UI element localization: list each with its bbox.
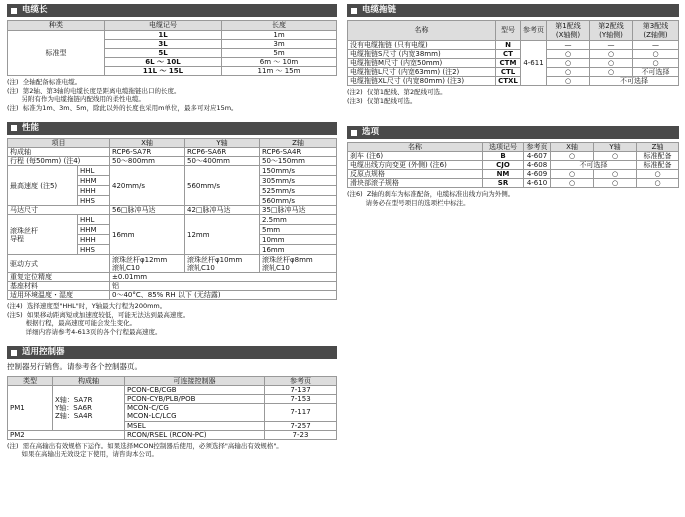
controller-name: MSEL [125,421,265,430]
chain-code: N [496,41,521,50]
col-header: 项目 [8,138,110,147]
row-label: 行程 (每50mm) (注4) [8,157,110,166]
controller-page: 7-257 [265,421,337,430]
option-code: NM [483,170,524,179]
controller-type: PM1 [8,385,53,430]
y-speed: 560mm/s [185,166,260,206]
chain-cell: ○ [633,59,679,68]
cable-chain-title: 电缆拖链 [362,4,397,15]
option-name: 滑块部滚子规格 [348,179,483,188]
controller-name: PCON-CB/CGB [125,385,265,394]
speed-type: HHH [78,235,110,245]
chain-code: CTXL [496,77,521,86]
col-header: X轴 [551,143,594,152]
env-value: 0～40°C、85% RH 以下 (无结露) [110,291,337,300]
cable-length: 3m [222,40,337,49]
chain-cell: ○ [547,68,590,77]
z-lead: 5mm [260,225,337,235]
chain-code: CTM [496,59,521,68]
cable-code: 1L [105,31,222,40]
col-header: 第2配线 (Y轴侧) [590,21,633,41]
option-code: B [483,152,524,161]
option-cell: ○ [594,179,637,188]
col-header: 种类 [8,21,105,31]
chain-code: CTL [496,68,521,77]
option-cell: ○ [551,170,594,179]
cable-code: 11L ～ 15L [105,67,222,76]
controller-header [7,346,337,359]
chain-cell: ○ [590,68,633,77]
option-cell: ○ [594,152,637,161]
option-cell: ○ [637,179,679,188]
base-value: 铝 [110,282,337,291]
option-name: 刹车 (注6) [348,152,483,161]
cable-length-title: 电缆长 [22,4,48,15]
row-label: 重复定位精度 [8,273,110,282]
col-header: Z轴 [260,138,337,147]
chain-name: 电缆拖链S尺寸 (内宽38mm) [348,50,496,59]
col-header: 类型 [8,376,53,385]
option-page: 4-607 [524,152,551,161]
chain-cell: 不可选择 [590,77,679,86]
chain-code: CT [496,50,521,59]
controller-name: PCON-CYB/PLB/POB [125,394,265,403]
col-header: Y轴 [185,138,260,147]
col-header: 参考页 [521,21,547,41]
x-model: RCP6-SA7R [110,148,185,157]
row-label: 构成轴 [8,148,110,157]
controller-page: 7-23 [265,430,337,439]
speed-type: HHS [78,196,110,206]
chain-cell: — [590,41,633,50]
z-drive: 滚珠丝杆φ8mm 滚轧C10 [260,255,337,273]
cable-length: 6m ～ 10m [222,58,337,67]
chain-cell: ○ [547,59,590,68]
controller-page: 7-137 [265,385,337,394]
right-column [347,0,679,207]
col-header: 名称 [348,21,496,41]
cable-length: 11m ～ 15m [222,67,337,76]
section-square-icon [11,350,17,356]
speed-type: HHH [78,186,110,196]
controller-page: 7-153 [265,394,337,403]
chain-cell: — [547,41,590,50]
chain-cell: ○ [590,50,633,59]
controller-type: PM2 [8,430,125,439]
performance-title: 性能 [22,122,40,133]
cable-length: 1m [222,31,337,40]
section-square-icon [11,8,17,14]
option-cell: 标准配备 [637,161,679,170]
cable-chain-table [347,20,679,86]
controller-title: 适用控制器 [22,346,65,357]
y-lead: 12mm [185,215,260,255]
col-header: 第1配线 (X轴侧) [547,21,590,41]
cable-chain-header [347,4,679,17]
z-speed: 525mm/s [260,186,337,196]
col-header: Y轴 [594,143,637,152]
controller-page: 7-117 [265,403,337,421]
performance-header [7,122,337,135]
col-header: 长度 [222,21,337,31]
option-code: CJO [483,161,524,170]
section-square-icon [11,125,17,131]
performance-notes: (注4) 选择速度型"HHL"时，Y轴最大行程为200mm。 (注5) 如果移动距离短或加速度较低，可能无法达到最高速度。 根据行程，最高速度可能会发生变化。 详细内容请参考4-613页的各个行程最高速度。 [7,302,190,336]
controller-notes: (注) 需在高输出有效规格下运作。如果选择MCON控制器后使用，必须选择"高输出有效规格"。 如果在高输出无效设定下使用，请咨询本公司。 [7,441,283,459]
controller-axes: X轴：SA7R Y轴：SA6R Z轴：SA4R [53,385,125,430]
row-label: 驱动方式 [8,255,110,273]
z-lead: 2.5mm [260,215,337,225]
y-drive: 滚珠丝杆φ10mm 滚轧C10 [185,255,260,273]
chain-name: 电缆拖链L尺寸 (内宽63mm) (注2) [348,68,496,77]
col-header: 型号 [496,21,521,41]
chain-cell: — [633,41,679,50]
chain-cell: ○ [547,77,590,86]
cable-code: 5L [105,49,222,58]
col-header: 可连接控制器 [125,376,265,385]
speed-type: HHM [78,225,110,235]
speed-type: HHL [78,215,110,225]
chain-page: 4-611 [521,41,547,86]
controller-table [7,376,337,440]
row-label: 适用环境温度・湿度 [8,291,110,300]
chain-name: 电缆拖链XL尺寸 (内宽80mm) (注3) [348,77,496,86]
option-name: 电缆出线方向变更 (外侧) (注6) [348,161,483,170]
cable-notes: (注) 全轴配备标准电缆。 (注) 第2轴、第3轴的电缆长度是距离电缆拖链出口的长度。 另附有作为电缆拖链内配线用的柔性电缆。 (注) 标准为1m、3m、5m，除此以外的长度也采用m单位，最多可对应15m。 [7,78,238,112]
y-stroke: 50～400mm [185,157,260,166]
x-speed: 420mm/s [110,166,185,206]
z-speed: 150mm/s [260,166,337,176]
speed-type: HHM [78,176,110,186]
cable-type: 标准型 [8,31,105,76]
z-lead: 10mm [260,235,337,245]
cable-chain-notes: (注2) 仅第1配线、第2配线可选。 (注3) 仅第1配线可选。 [347,88,447,105]
options-notes: (注6) Z轴的刹车为标准配备，电缆标准出线方向为外侧。 请务必在型号项目的选项栏中标注。 [347,190,515,207]
controller-intro: 控制器另行销售。请参考各个控制器页。 [7,362,142,372]
z-speed: 560mm/s [260,196,337,206]
row-label: 基座材料 [8,282,110,291]
col-header: 名称 [348,143,483,152]
z-stroke: 50～150mm [260,157,337,166]
options-header [347,126,679,139]
option-cell: ○ [551,179,594,188]
cable-code: 6L ～ 10L [105,58,222,67]
option-cell: ○ [594,170,637,179]
z-model: RCP6-SA4R [260,148,337,157]
x-lead: 16mm [110,215,185,255]
option-name: 反原点规格 [348,170,483,179]
option-code: SR [483,179,524,188]
y-model: RCP6-SA6R [185,148,260,157]
y-motor: 42□脉冲马达 [185,206,260,215]
cable-length: 5m [222,49,337,58]
chain-cell: 不可选择 [633,68,679,77]
option-cell: 不可选择 [551,161,637,170]
col-header: 构成轴 [53,376,125,385]
options-title: 选项 [362,126,380,137]
chain-name: 电缆拖链M尺寸 (内宽50mm) [348,59,496,68]
col-header: 参考页 [265,376,337,385]
speed-type: HHS [78,245,110,255]
row-label: 最高速度 (注5) [8,166,78,206]
option-cell: ○ [551,152,594,161]
chain-cell: ○ [590,59,633,68]
row-label: 滚珠丝杆 导程 [8,215,78,255]
repeat-value: ±0.01mm [110,273,337,282]
z-speed: 305mm/s [260,176,337,186]
col-header: 选项记号 [483,143,524,152]
x-drive: 滚珠丝杆φ12mm 滚轧C10 [110,255,185,273]
controller-name: MCON-C/CG MCON-LC/LCG [125,403,265,421]
col-header: 第3配线 (Z轴侧) [633,21,679,41]
z-lead: 16mm [260,245,337,255]
col-header: 电缆记号 [105,21,222,31]
x-stroke: 50～800mm [110,157,185,166]
row-label: 马达尺寸 [8,206,110,215]
option-page: 4-608 [524,161,551,170]
col-header: X轴 [110,138,185,147]
controller-name: RCON/RSEL (RCON-PC) [125,430,265,439]
section-square-icon [351,8,357,14]
section-square-icon [351,130,357,136]
chain-cell: ○ [633,50,679,59]
left-column [7,0,337,459]
z-motor: 35□脉冲马达 [260,206,337,215]
speed-type: HHL [78,166,110,176]
cable-length-table [7,20,337,76]
col-header: 参考页 [524,143,551,152]
chain-cell: ○ [547,50,590,59]
chain-name: 没有电缆拖链 (只有电缆) [348,41,496,50]
option-cell: ○ [637,170,679,179]
option-cell: 标准配备 [637,152,679,161]
option-page: 4-610 [524,179,551,188]
cable-length-header [7,4,337,17]
option-page: 4-609 [524,170,551,179]
cable-code: 3L [105,40,222,49]
performance-table [7,138,337,300]
col-header: Z轴 [637,143,679,152]
options-table [347,142,679,188]
x-motor: 56□脉冲马达 [110,206,185,215]
